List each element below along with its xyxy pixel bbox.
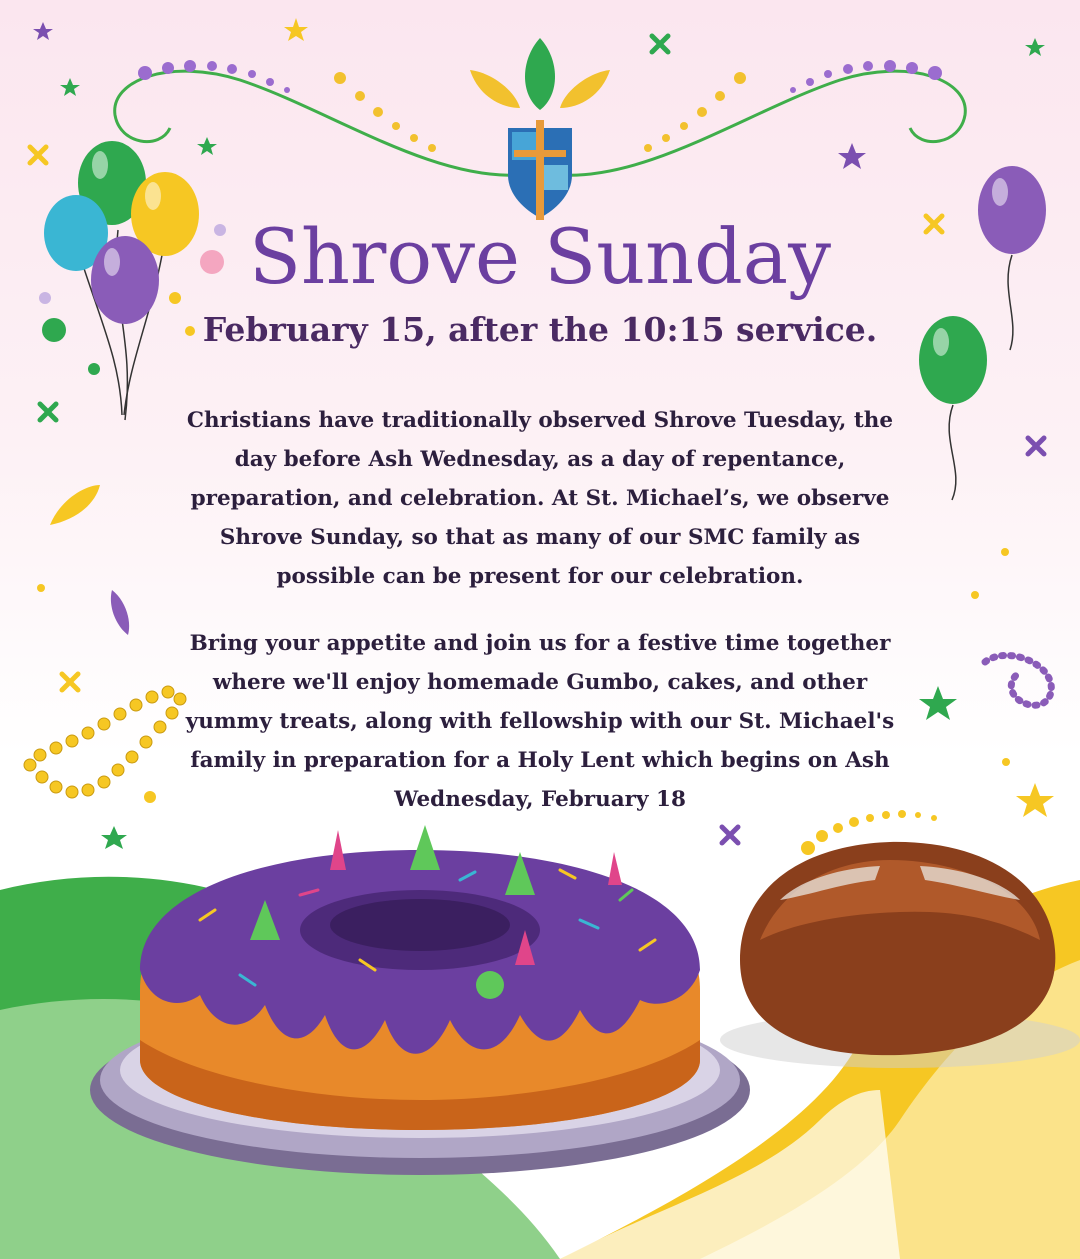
- feather-icon: [50, 485, 129, 635]
- description-paragraph-2: Bring your appetite and join us for a festive time together where we'll enjoy homemade Gumbo, cakes, and other yummy treats, along with fellowship with our St. Michael's family in preparation for a Holy Lent which begins on Ash Wednesday, February 18: [185, 631, 895, 812]
- feather-icon: [470, 38, 610, 110]
- bread-icon: [720, 842, 1080, 1068]
- bead-necklace-icon: [985, 655, 1051, 705]
- description-paragraph-1: Christians have traditionally observed Shrove Tuesday, the day before Ash Wednesday, as a day of repentance, preparation, and celebration. At St. Michael’s, we observe Shrove Sunday, so that as many of our SMC family as possible can be present for our celebration.: [186, 408, 894, 589]
- bead-necklace-icon: [24, 686, 186, 798]
- shield-cross-icon: [508, 120, 572, 220]
- king-cake-icon: [90, 825, 750, 1175]
- event-date-subtitle: February 15, after the 10:15 service.: [202, 310, 878, 349]
- page-title: Shrove Sunday: [248, 212, 832, 301]
